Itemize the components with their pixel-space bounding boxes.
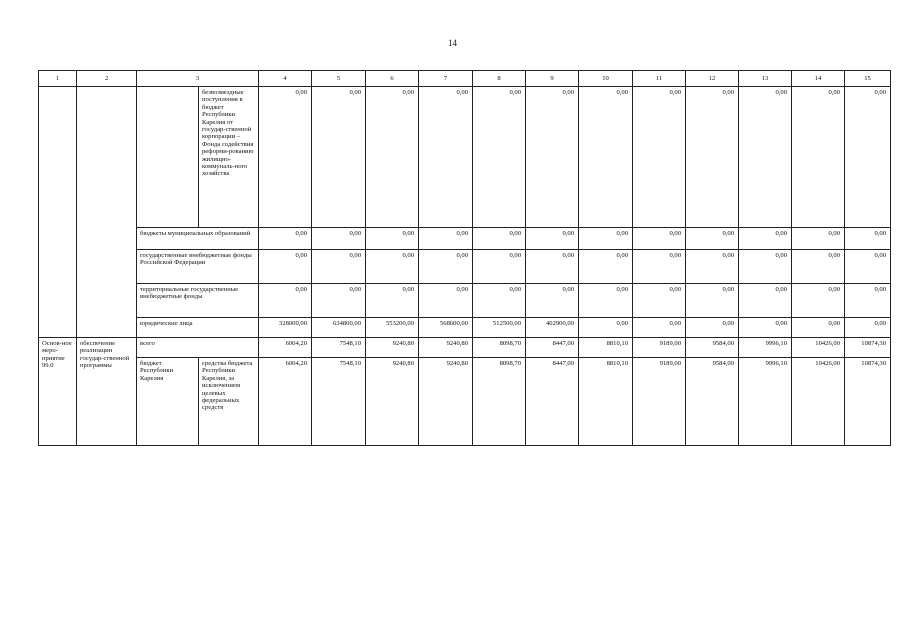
value-cell: 402900,00 xyxy=(526,318,579,338)
value-cell: 0,00 xyxy=(579,228,633,250)
value-cell: 0,00 xyxy=(526,87,579,228)
value-cell: 0,00 xyxy=(419,284,473,318)
row-label: безвозмездные поступления в бюджет Республики Карелия от государ-ственной корпорации – Фонда содействия реформи-рованию жилищно-коммуналь-ного хозяйства xyxy=(199,87,259,228)
value-cell: 0,00 xyxy=(686,284,739,318)
value-cell: 553200,00 xyxy=(366,318,419,338)
row-label: средства бюджета Республики Карелия, за исключением целевых федеральных средств xyxy=(199,358,259,446)
header-cell: 12 xyxy=(686,71,739,87)
value-cell: 0,00 xyxy=(792,318,845,338)
value-cell: 0,00 xyxy=(633,318,686,338)
value-cell: 0,00 xyxy=(633,284,686,318)
row-label: бюджеты муниципальных образований xyxy=(137,228,259,250)
header-cell: 7 xyxy=(419,71,473,87)
table-row xyxy=(39,338,891,358)
value-cell: 8098,70 xyxy=(473,338,526,358)
value-cell: 0,00 xyxy=(526,250,579,284)
value-cell: 0,00 xyxy=(259,87,312,228)
table-row xyxy=(39,87,891,228)
activity-code: Основ-ное меро-приятие 99.0 xyxy=(39,338,77,446)
value-cell: 0,00 xyxy=(579,284,633,318)
value-cell: 0,00 xyxy=(686,228,739,250)
value-cell: 0,00 xyxy=(579,250,633,284)
value-cell: 8098,70 xyxy=(473,358,526,446)
value-cell: 8447,00 xyxy=(526,338,579,358)
table-row xyxy=(39,318,891,338)
value-cell: 0,00 xyxy=(686,250,739,284)
value-cell: 0,00 xyxy=(739,284,792,318)
value-cell: 9996,10 xyxy=(739,358,792,446)
value-cell: 0,00 xyxy=(739,228,792,250)
value-cell: 512500,00 xyxy=(473,318,526,338)
header-cell: 2 xyxy=(77,71,137,87)
value-cell: 0,00 xyxy=(473,284,526,318)
row-label: юридические лица xyxy=(137,318,259,338)
header-cell: 1 xyxy=(39,71,77,87)
value-cell: 9584,00 xyxy=(686,338,739,358)
header-cell: 9 xyxy=(526,71,579,87)
header-cell: 6 xyxy=(366,71,419,87)
activity-name: обеспечение реализации государ-ственной программы xyxy=(77,338,137,446)
value-cell: 0,00 xyxy=(419,250,473,284)
value-cell: 9240,80 xyxy=(419,338,473,358)
empty-cell xyxy=(77,87,137,338)
value-cell: 10874,30 xyxy=(845,358,891,446)
value-cell: 0,00 xyxy=(739,250,792,284)
value-cell: 0,00 xyxy=(312,284,366,318)
header-cell: 5 xyxy=(312,71,366,87)
value-cell: 10874,30 xyxy=(845,338,891,358)
value-cell: 8810,10 xyxy=(579,338,633,358)
value-cell: 568600,00 xyxy=(419,318,473,338)
value-cell: 0,00 xyxy=(366,87,419,228)
value-cell: 0,00 xyxy=(686,318,739,338)
value-cell: 0,00 xyxy=(312,228,366,250)
value-cell: 0,00 xyxy=(845,318,891,338)
value-cell: 7548,10 xyxy=(312,358,366,446)
value-cell: 6004,20 xyxy=(259,358,312,446)
value-cell: 0,00 xyxy=(792,87,845,228)
value-cell: 0,00 xyxy=(526,284,579,318)
header-cell: 4 xyxy=(259,71,312,87)
table-row xyxy=(39,228,891,250)
value-cell: 0,00 xyxy=(259,284,312,318)
value-cell: 0,00 xyxy=(579,87,633,228)
header-cell: 15 xyxy=(845,71,891,87)
value-cell: 0,00 xyxy=(792,250,845,284)
value-cell: 9189,00 xyxy=(633,338,686,358)
value-cell: 328000,00 xyxy=(259,318,312,338)
row-label: бюджет Республики Карелия xyxy=(137,358,199,446)
table-row xyxy=(39,284,891,318)
value-cell: 6004,20 xyxy=(259,338,312,358)
value-cell: 0,00 xyxy=(845,87,891,228)
value-cell: 0,00 xyxy=(526,228,579,250)
value-cell: 8810,10 xyxy=(579,358,633,446)
value-cell: 10426,00 xyxy=(792,358,845,446)
empty-cell xyxy=(39,87,77,338)
value-cell: 0,00 xyxy=(579,318,633,338)
value-cell: 8447,00 xyxy=(526,358,579,446)
value-cell: 0,00 xyxy=(366,228,419,250)
value-cell: 9996,10 xyxy=(739,338,792,358)
budget-table xyxy=(38,70,891,446)
table-row xyxy=(39,358,891,446)
value-cell: 0,00 xyxy=(633,250,686,284)
page-number: 14 xyxy=(448,38,457,48)
header-cell: 11 xyxy=(633,71,686,87)
value-cell: 0,00 xyxy=(739,87,792,228)
value-cell: 0,00 xyxy=(633,87,686,228)
header-cell: 8 xyxy=(473,71,526,87)
value-cell: 7548,10 xyxy=(312,338,366,358)
row-label: территориальные государственные внебюджетные фонды xyxy=(137,284,259,318)
value-cell: 0,00 xyxy=(473,87,526,228)
value-cell: 0,00 xyxy=(312,87,366,228)
header-cell: 10 xyxy=(579,71,633,87)
header-row xyxy=(39,71,891,87)
value-cell: 0,00 xyxy=(366,250,419,284)
row-label: всего xyxy=(137,338,259,358)
value-cell: 0,00 xyxy=(792,284,845,318)
value-cell: 9189,00 xyxy=(633,358,686,446)
header-cell: 14 xyxy=(792,71,845,87)
value-cell: 0,00 xyxy=(792,228,845,250)
value-cell: 0,00 xyxy=(686,87,739,228)
value-cell: 9240,80 xyxy=(419,358,473,446)
value-cell: 0,00 xyxy=(633,228,686,250)
value-cell: 9240,80 xyxy=(366,338,419,358)
value-cell: 9584,00 xyxy=(686,358,739,446)
value-cell: 0,00 xyxy=(259,250,312,284)
header-cell: 3 xyxy=(137,71,259,87)
value-cell: 0,00 xyxy=(419,87,473,228)
value-cell: 10426,00 xyxy=(792,338,845,358)
value-cell: 0,00 xyxy=(845,284,891,318)
row-label: государственные внебюджетные фонды Российской Федерации xyxy=(137,250,259,284)
empty-cell xyxy=(137,87,199,228)
value-cell: 634800,00 xyxy=(312,318,366,338)
value-cell: 0,00 xyxy=(312,250,366,284)
value-cell: 0,00 xyxy=(739,318,792,338)
table-row xyxy=(39,250,891,284)
value-cell: 0,00 xyxy=(473,228,526,250)
value-cell: 0,00 xyxy=(366,284,419,318)
value-cell: 0,00 xyxy=(419,228,473,250)
value-cell: 0,00 xyxy=(259,228,312,250)
value-cell: 0,00 xyxy=(473,250,526,284)
value-cell: 0,00 xyxy=(845,250,891,284)
header-cell: 13 xyxy=(739,71,792,87)
value-cell: 0,00 xyxy=(845,228,891,250)
value-cell: 9240,80 xyxy=(366,358,419,446)
